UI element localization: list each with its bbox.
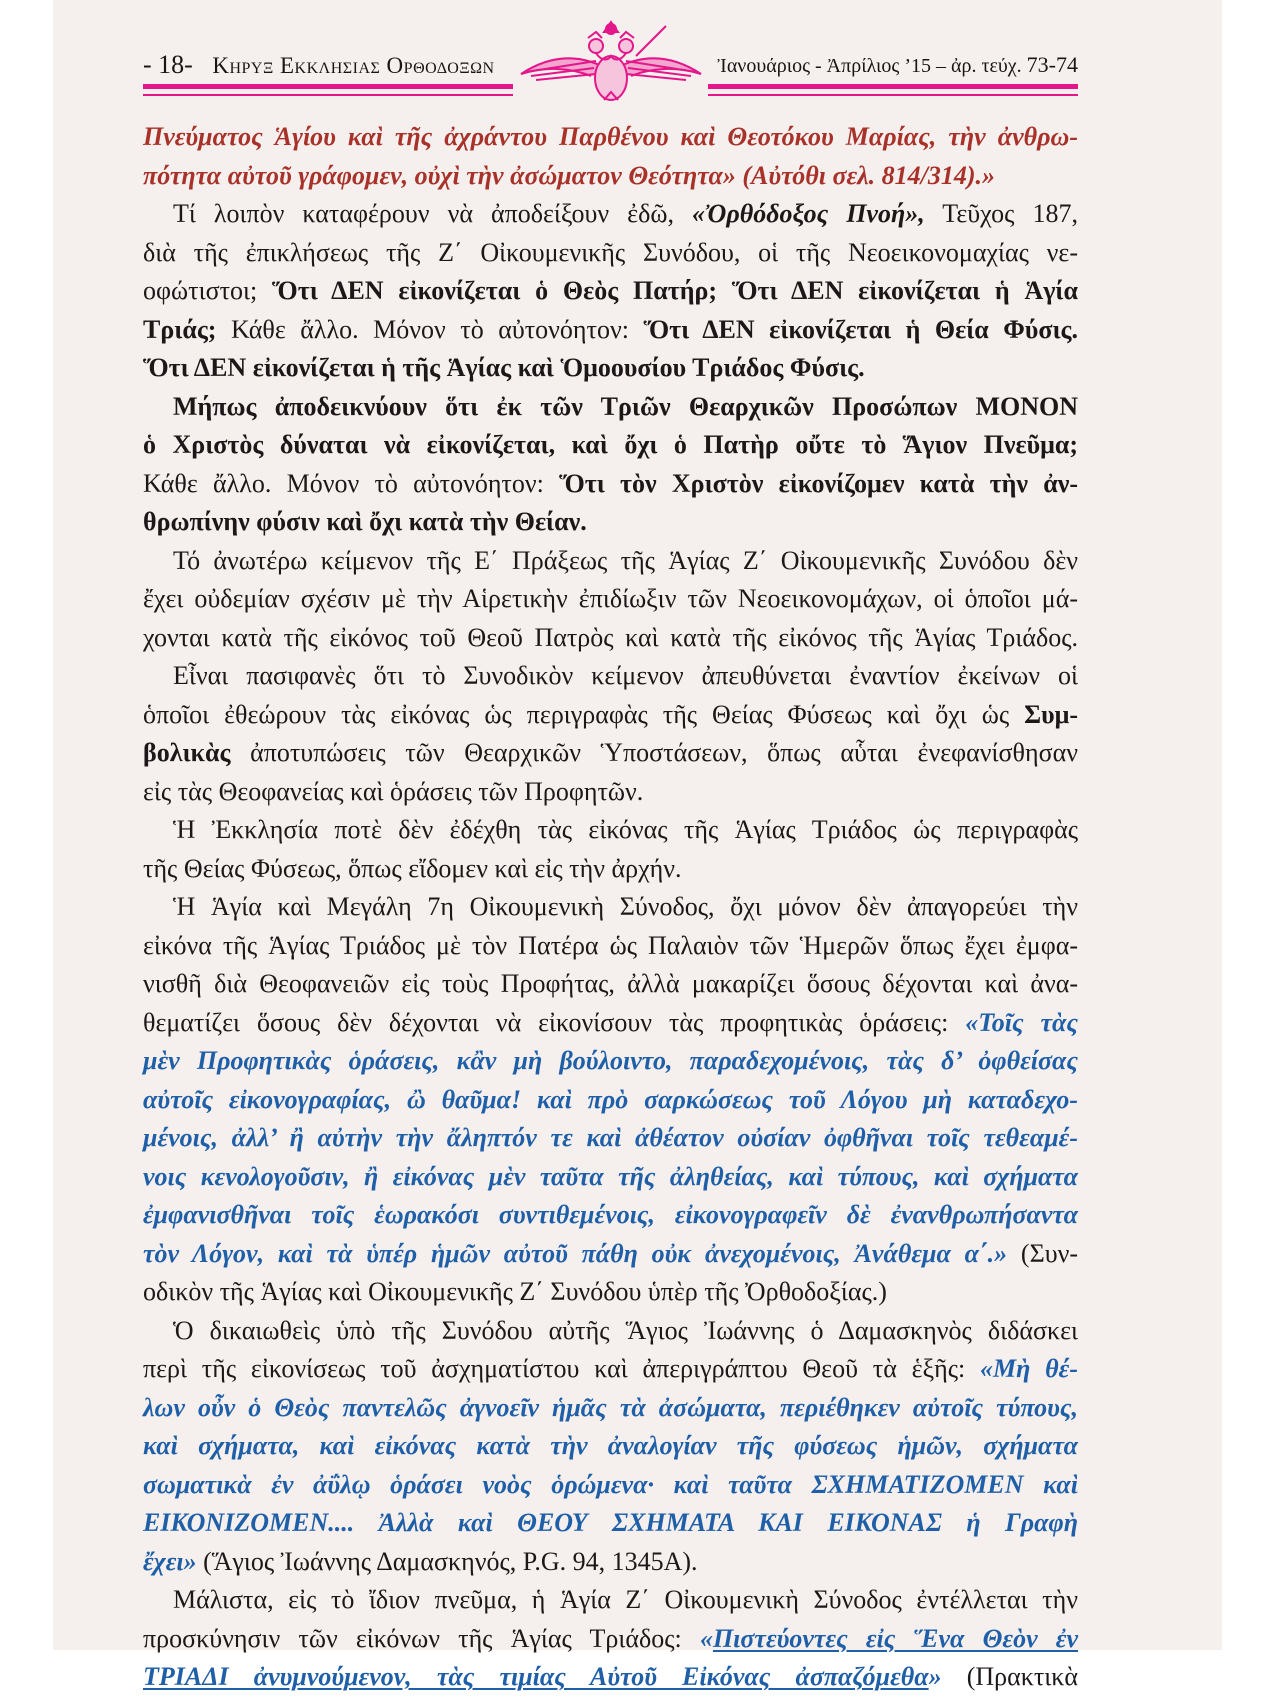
issue-numbers: 73-74 — [1026, 52, 1078, 77]
text-line — [143, 1658, 1078, 1697]
quote-segment: ΕΙΚΟΝΙΖΟΜΕΝ.... Ἀλλὰ καὶ ΘΕΟΥ ΣΧΗΜΑΤΑ ΚΑΙ ΕΙΚΟΝΑΣ ἡ Γραφὴ — [143, 1508, 1078, 1537]
text-line — [143, 503, 1078, 542]
header-rule-left-thick — [143, 84, 513, 89]
text-line — [143, 734, 1078, 773]
text-segment: τῆς Θείας Φύσεως, ὅπως εἴδομεν καὶ εἰς τὴν ἀρχήν. — [143, 853, 682, 883]
text-segment: Ὅτι ΔΕΝ εἰκονίζεται ἡ τῆς Ἁγίας καὶ Ὁμοουσίου Τριάδος Φύσις. — [143, 353, 865, 382]
text-line — [143, 1466, 1078, 1505]
quote-segment: καὶ σχήματα, καὶ εἰκόνας κατὰ τὴν ἀναλογίαν τῆς φύσεως ἡμῶν, σχήματα — [143, 1431, 1078, 1460]
double-headed-eagle-icon — [516, 16, 706, 106]
text-segment: περὶ τῆς εἰκονίσεως τοῦ ἀσχηματίστου καὶ ἀπεριγράπτου Θεοῦ τὰ ἑξῆς: — [143, 1354, 980, 1383]
header-rule-right-thin — [708, 94, 1078, 96]
text-segment: θεματίζει ὅσους δὲν δέχονται νὰ εἰκονίσουν τὰς προφητικὰς ὁράσεις: — [143, 1007, 966, 1037]
quote-segment: λων οὖν ὁ Θεὸς παντελῶς ἀγνοεῖν ἡμᾶς τὰ ἀσώματα, περιέθηκεν αὐτοῖς τύπους, — [143, 1392, 1078, 1422]
text-line — [143, 1119, 1078, 1158]
text-line — [143, 234, 1078, 273]
text-line — [143, 1504, 1078, 1543]
text-line — [143, 888, 1078, 927]
text-line — [143, 965, 1078, 1004]
text-line — [143, 157, 1078, 196]
text-segment: οφώτιστοι; — [143, 276, 273, 305]
text-line — [143, 1042, 1078, 1081]
page-header — [143, 46, 1078, 116]
text-segment: Μήπως ἀποδεικνύουν ὅτι ἐκ τῶν Τριῶν Θεαρχικῶν Προσώπων ΜΟΝΟΝ — [173, 391, 1078, 421]
quote-segment: «Μὴ θέ- — [980, 1354, 1078, 1383]
text-segment: ἔχει οὐδεμίαν σχέσιν μὲ τὴν Αἱρετικὴν ἐπιδίωξιν τῶν Νεοεικονομάχων, οἱ ὁποῖοι μά- — [143, 584, 1078, 613]
text-line — [143, 619, 1078, 658]
text-line — [143, 696, 1078, 735]
text-segment: Τί λοιπὸν καταφέρουν νὰ ἀποδείξουν ἐδῶ, — [173, 199, 693, 228]
text-line — [143, 542, 1078, 581]
text-line — [143, 1543, 1078, 1582]
text-segment: (Ἅγιος Ἰωάννης Δαμασκηνός, P.G. 94, 1345A). — [196, 1546, 698, 1576]
text-segment: Τριάς; — [143, 314, 217, 344]
text-segment: Συμ- — [1024, 699, 1078, 729]
quote-segment: Πνεύματος Ἁγίου καὶ τῆς ἀχράντου Παρθένου καὶ Θεοτόκου Μαρίας, τὴν ἀνθρω- — [143, 122, 1078, 151]
quote-segment: αὐτοῖς εἰκονογραφίας, ὢ θαῦμα! καὶ πρὸ σαρκώσεως τοῦ Λόγου μὴ καταδεχο- — [143, 1084, 1078, 1114]
text-line — [143, 349, 1078, 388]
text-segment: εἰκόνα τῆς Ἁγίας Τριάδος μὲ τὸν Πατέρα ὡς Παλαιὸν τῶν Ἡμερῶν ὅπως ἔχει ἐμφα- — [143, 930, 1078, 960]
text-segment: Ὁ δικαιωθεὶς ὑπὸ τῆς Συνόδου αὐτῆς Ἅγιος Ἰωάννης ὁ Δαμασκηνὸς διδάσκει — [173, 1315, 1078, 1345]
text-line — [143, 1427, 1078, 1466]
text-line — [143, 811, 1078, 850]
quote-segment: » — [928, 1662, 942, 1691]
text-segment: χονται κατὰ τῆς εἰκόνος τοῦ Θεοῦ Πατρὸς καὶ κατὰ τῆς εἰκόνος τῆς Ἁγίας Τριάδος. — [143, 622, 1078, 652]
text-line — [143, 1389, 1078, 1428]
text-segment: ὁ Χριστὸς δύναται νὰ εἰκονίζεται, καὶ ὄχι ὁ Πατὴρ οὔτε τὸ Ἅγιον Πνεῦμα; — [143, 430, 1078, 459]
article-body — [143, 118, 1078, 1697]
text-segment: (Πρακτικὰ — [941, 1662, 1078, 1691]
header-right — [717, 52, 1078, 78]
quote-segment: Πιστεύοντες εἰς Ἕνα Θεὸν ἐν — [712, 1623, 1079, 1653]
quote-segment: « — [699, 1623, 713, 1653]
text-line — [143, 1350, 1078, 1389]
text-line — [143, 1235, 1078, 1274]
quote-segment: μὲν Προφητικὰς ὁράσεις, κἂν μὴ βούλοιντο, παραδεχομένοις, τὰς δ’ ὀφθείσας — [143, 1046, 1078, 1075]
text-line — [143, 850, 1078, 889]
text-segment: Τεῦχος 187, — [924, 199, 1078, 228]
text-segment: «Ὀρθόδοξος Πνοή», — [692, 199, 925, 228]
text-segment: Κάθε ἄλλο. Μόνον τὸ αὐτονόητον: — [143, 468, 560, 498]
text-segment: ὁποῖοι ἐθεώρουν τὰς εἰκόνας ὡς περιγραφὰς τῆς Θείας Φύσεως καὶ ὄχι ὡς — [143, 699, 1025, 729]
text-segment: βολικὰς — [143, 738, 231, 767]
issue-info: Ἰανουάριος - Ἀπρίλιος ’15 – ἀρ. τεύχ. — [717, 55, 1022, 77]
text-segment: Μάλιστα, εἰς τὸ ἴδιον πνεῦμα, ἡ Ἁγία Ζ΄ Οἰκουμενικὴ Σύνοδος ἐντέλλεται τὴν — [173, 1585, 1078, 1614]
text-line — [143, 1581, 1078, 1620]
text-line — [143, 927, 1078, 966]
text-line — [143, 118, 1078, 157]
header-rule-left-thin — [143, 94, 513, 96]
text-segment: Ὅτι τὸν Χριστὸν εἰκονίζομεν κατὰ τὴν ἀν- — [559, 468, 1078, 498]
text-segment: οδικὸν τῆς Ἁγίας καὶ Οἰκουμενικῆς Ζ΄ Συνόδου ὑπὲρ τῆς Ὀρθοδοξίας.) — [143, 1277, 887, 1306]
quote-segment: «Τοῖς τὰς — [965, 1007, 1078, 1037]
text-line — [143, 1620, 1078, 1659]
text-segment: Εἶναι πασιφανὲς ὅτι τὸ Συνοδικὸν κείμενον ἀπευθύνεται ἐναντίον ἐκείνων οἱ — [173, 661, 1078, 690]
text-line — [143, 1273, 1078, 1312]
text-line — [143, 580, 1078, 619]
text-line — [143, 195, 1078, 234]
page-number: - 18- — [143, 50, 193, 79]
text-line — [143, 657, 1078, 696]
text-segment: προσκύνησιν τῶν εἰκόνων τῆς Ἁγίας Τριάδος: — [143, 1623, 700, 1653]
text-line — [143, 311, 1078, 350]
text-line — [143, 773, 1078, 812]
text-line — [143, 426, 1078, 465]
quote-segment: νοις κενολογοῦσιν, ἢ εἰκόνας μὲν ταῦτα τῆς ἀληθείας, καὶ τύπους, καὶ σχήματα — [143, 1161, 1078, 1191]
text-segment: Κάθε ἄλλο. Μόνον τὸ αὐτονόητον: — [216, 314, 644, 344]
quote-segment: πότητα αὐτοῦ γράφομεν, οὐχὶ τὴν ἀσώματον Θεότητα» (Αὐτόθι σελ. 814/314).» — [143, 160, 996, 190]
text-segment: θρωπίνην φύσιν καὶ ὄχι κατὰ τὴν Θείαν. — [143, 507, 587, 536]
header-left — [143, 50, 495, 80]
quote-segment: μένοις, ἀλλ’ ἢ αὐτὴν τὴν ἄληπτόν τε καὶ ἀθέατον οὐσίαν ὀφθῆναι τοῖς τεθεαμέ- — [143, 1123, 1078, 1152]
text-segment: (Συν- — [1007, 1238, 1079, 1268]
text-segment: Ὅτι ΔΕΝ εἰκονίζεται ἡ Θεία Φύσις. — [643, 314, 1078, 344]
quote-segment: ἔχει» — [143, 1546, 197, 1576]
text-line — [143, 1081, 1078, 1120]
text-segment: εἰς τὰς Θεοφανείας καὶ ὁράσεις τῶν Προφητῶν. — [143, 776, 644, 806]
text-segment: Ἡ Ἁγία καὶ Μεγάλη 7η Οἰκουμενικὴ Σύνοδος, ὄχι μόνον δὲν ἀπαγορεύει τὴν — [173, 892, 1078, 921]
header-rule-right-thick — [708, 84, 1078, 89]
text-line — [143, 1004, 1078, 1043]
text-line — [143, 1158, 1078, 1197]
text-segment: ἀποτυπώσεις τῶν Θεαρχικῶν Ὑποστάσεων, ὅπως αὗται ἐνεφανίσθησαν — [230, 738, 1078, 767]
text-line — [143, 1196, 1078, 1235]
text-line — [143, 272, 1078, 311]
quote-segment: ΤΡΙΑΔΙ ἀνυμνούμενον, τὰς τιμίας Αὐτοῦ Εἰκόνας ἀσπαζόμεθα — [143, 1662, 929, 1691]
text-line — [143, 465, 1078, 504]
text-segment: νισθῆ διὰ Θεοφανειῶν εἰς τοὺς Προφήτας, ἀλλὰ μακαρίζει ὅσους δέχονται καὶ ἀνα- — [143, 969, 1078, 998]
text-segment: διὰ τῆς ἐπικλήσεως τῆς Ζ΄ Οἰκουμενικῆς Συνόδου, οἱ τῆς Νεοεικονομαχίας νε- — [143, 237, 1078, 267]
quote-segment: σωματικὰ ἐν ἀΰλῳ ὁράσει νοὸς ὁρώμενα· καὶ ταῦτα ΣΧΗΜΑΤΙΖΟΜΕΝ καὶ — [143, 1469, 1078, 1499]
quote-segment: ἐμφανισθῆναι τοῖς ἑωρακόσι συντιθεμένοις, εἰκονογραφεῖν δὲ ἐνανθρωπήσαντα — [143, 1200, 1078, 1229]
text-segment: Τό ἀνωτέρω κείμενον τῆς Ε΄ Πράξεως τῆς Ἁγίας Ζ΄ Οἰκουμενικῆς Συνόδου δὲν — [173, 545, 1078, 575]
publication-title: Κηρυξ Εκκλησιας Ορθοδοξων — [212, 53, 495, 78]
text-segment: Ὅτι ΔΕΝ εἰκονίζεται ὁ Θεὸς Πατήρ; Ὅτι ΔΕΝ εἰκονίζεται ἡ Ἁγία — [272, 276, 1078, 305]
text-line — [143, 388, 1078, 427]
text-segment: Ἡ Ἐκκλησία ποτὲ δὲν ἐδέχθη τὰς εἰκόνας τῆς Ἁγίας Τριάδος ὡς περιγραφὰς — [173, 815, 1078, 844]
text-line — [143, 1312, 1078, 1351]
quote-segment: τὸν Λόγον, καὶ τὰ ὑπέρ ἡμῶν αὐτοῦ πάθη οὐκ ἀνεχομένοις, Ἀνάθεμα α΄.» — [143, 1238, 1008, 1268]
